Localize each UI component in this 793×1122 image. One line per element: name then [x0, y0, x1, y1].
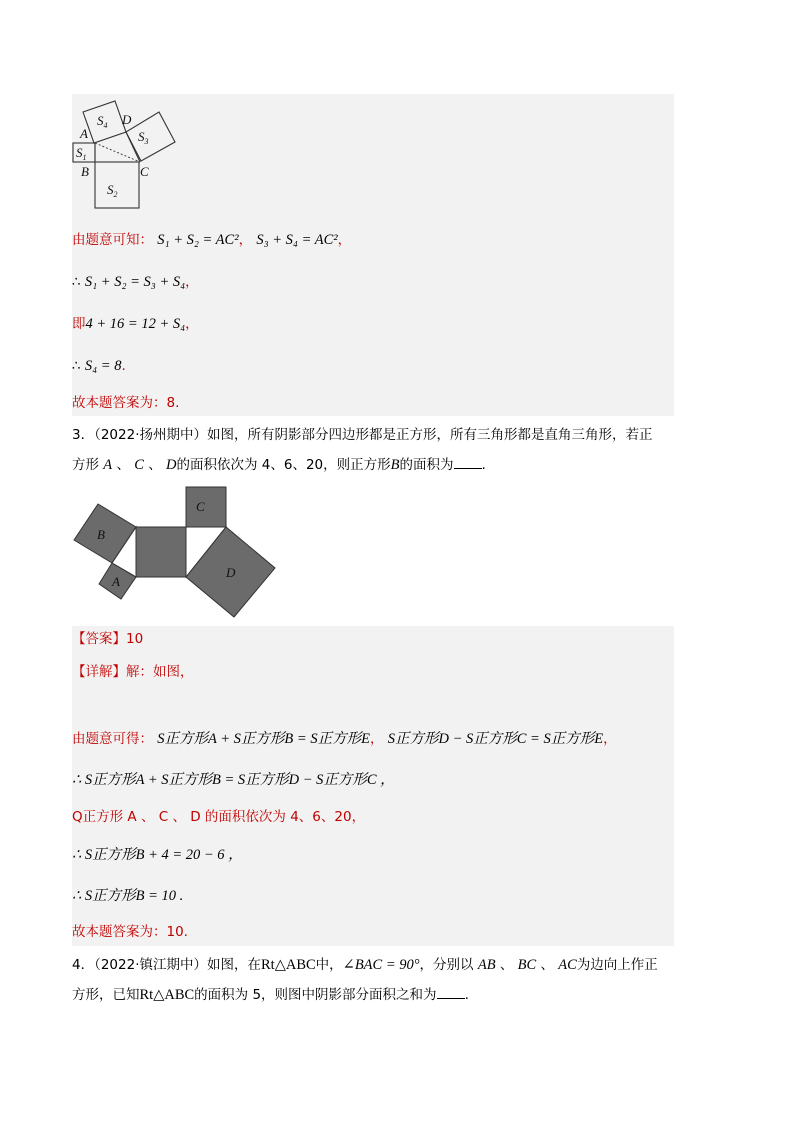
- answer-tag-line: [72, 629, 143, 649]
- label-b: B: [81, 164, 89, 179]
- question-4-line1: [72, 950, 682, 980]
- text: ，: [185, 274, 199, 290]
- text: 的面积依次为 4、6、20，则正方形: [176, 457, 391, 473]
- answer-blank: [454, 454, 482, 469]
- question-3-line2: [72, 450, 682, 480]
- square-middle: [136, 527, 186, 577]
- text: 的面积为: [399, 457, 454, 473]
- side-bc: BC: [517, 957, 537, 973]
- var-a: A: [103, 457, 113, 473]
- question-3-line1: 3．（2022·扬州期中）如图，所有阴影部分四边形都是正方形，所有三角形都是直角三角形，若正: [72, 427, 653, 443]
- text: 为边向上作正: [576, 957, 658, 973]
- square-c: [186, 487, 226, 527]
- text: 由题意可知：: [72, 232, 153, 248]
- text: 方形，已知: [72, 987, 140, 1003]
- block2-answer-line: 故本题答案为：10.: [72, 924, 188, 940]
- side-ac: AC: [558, 957, 577, 973]
- block1-line3: [72, 314, 199, 334]
- block2-line2: ∴ S正方形A + S正方形B = S正方形D − S正方形C ，: [72, 772, 395, 788]
- figure-shaded-squares: [70, 484, 280, 620]
- text: ，: [369, 731, 384, 747]
- therefore-symbol: ∴: [72, 274, 81, 290]
- text: .: [464, 987, 469, 1003]
- text: ，: [603, 731, 617, 747]
- triangle-name: Rt△ABC: [261, 957, 316, 973]
- text: ，: [185, 316, 199, 332]
- block1-answer-line: 故本题答案为：8.: [72, 395, 180, 411]
- block2-line5: ∴ S正方形B = 10 .: [72, 888, 184, 904]
- figure-squares-s1-s4: [70, 98, 185, 213]
- label-b: B: [97, 527, 105, 542]
- label-a: A: [112, 574, 120, 589]
- label-s1: $S_1$: [76, 145, 87, 162]
- text: ，: [238, 232, 253, 248]
- text: 即: [72, 316, 86, 332]
- answer-tag: 【答案】: [72, 631, 126, 647]
- label-d: D: [122, 112, 132, 127]
- label-s3: $S_3$: [138, 129, 149, 146]
- block1-line1: [72, 230, 351, 250]
- side-ab: AB: [477, 957, 496, 973]
- detail-tag: 【详解】: [72, 664, 126, 680]
- equation: S正方形A + S正方形B = S正方形E: [157, 731, 370, 747]
- text: 的面积为 5，则图中阴影部分面积之和为: [194, 987, 437, 1003]
- text: 中，: [315, 957, 343, 973]
- text: .: [481, 457, 486, 473]
- question-3: [72, 420, 682, 480]
- question-4-line2: [72, 980, 682, 1010]
- text: 、: [116, 457, 130, 473]
- label-s4: $S_4$: [97, 113, 108, 130]
- text: 、: [540, 957, 554, 973]
- text: 4．（2022·镇江期中）如图，在: [72, 957, 261, 973]
- block1-line2: [72, 272, 199, 292]
- equation: S₃ + S₄ = AC²: [256, 232, 338, 248]
- block1-line4: [72, 356, 126, 376]
- label-s2: $S_2$: [107, 182, 118, 199]
- label-c: C: [196, 499, 205, 514]
- var-d: D: [166, 457, 177, 473]
- text: 由题意可得：: [72, 731, 153, 747]
- text: 、: [148, 457, 162, 473]
- angle: ∠BAC = 90°: [342, 957, 420, 973]
- equation: S正方形D − S正方形C = S正方形E: [387, 731, 604, 747]
- equation: S₁ + S₂ = S₃ + S₄: [84, 274, 186, 290]
- text: ，: [337, 232, 352, 248]
- block2-line1: [72, 729, 617, 749]
- text: ，分别以: [419, 957, 474, 973]
- answer-blank: [437, 984, 465, 999]
- detail-text: 解：如图，: [126, 664, 194, 680]
- equation: S₁ + S₂ = AC²: [157, 232, 239, 248]
- equation: S₄ = 8: [84, 358, 122, 374]
- question-4: [72, 950, 682, 1010]
- therefore-symbol: ∴: [72, 358, 81, 374]
- triangle-name: Rt△ABC: [139, 987, 195, 1003]
- block2-line4: ∴ S正方形B + 4 = 20 − 6 ，: [72, 847, 243, 863]
- detail-line: [72, 662, 194, 682]
- equation: 4 + 16 = 12 + S₄: [85, 316, 186, 332]
- var-b: B: [390, 457, 400, 473]
- text: 方形: [72, 457, 99, 473]
- text: .: [121, 358, 126, 374]
- label-d: D: [226, 565, 236, 580]
- block2-line3: Q正方形 A 、 C 、 D 的面积依次为 4、6、20，: [72, 809, 366, 825]
- label-a: A: [80, 126, 88, 141]
- square-b: [74, 504, 136, 563]
- label-c: C: [140, 164, 149, 179]
- text: 、: [499, 957, 514, 973]
- answer-value: 10: [126, 631, 144, 647]
- var-c: C: [134, 457, 144, 473]
